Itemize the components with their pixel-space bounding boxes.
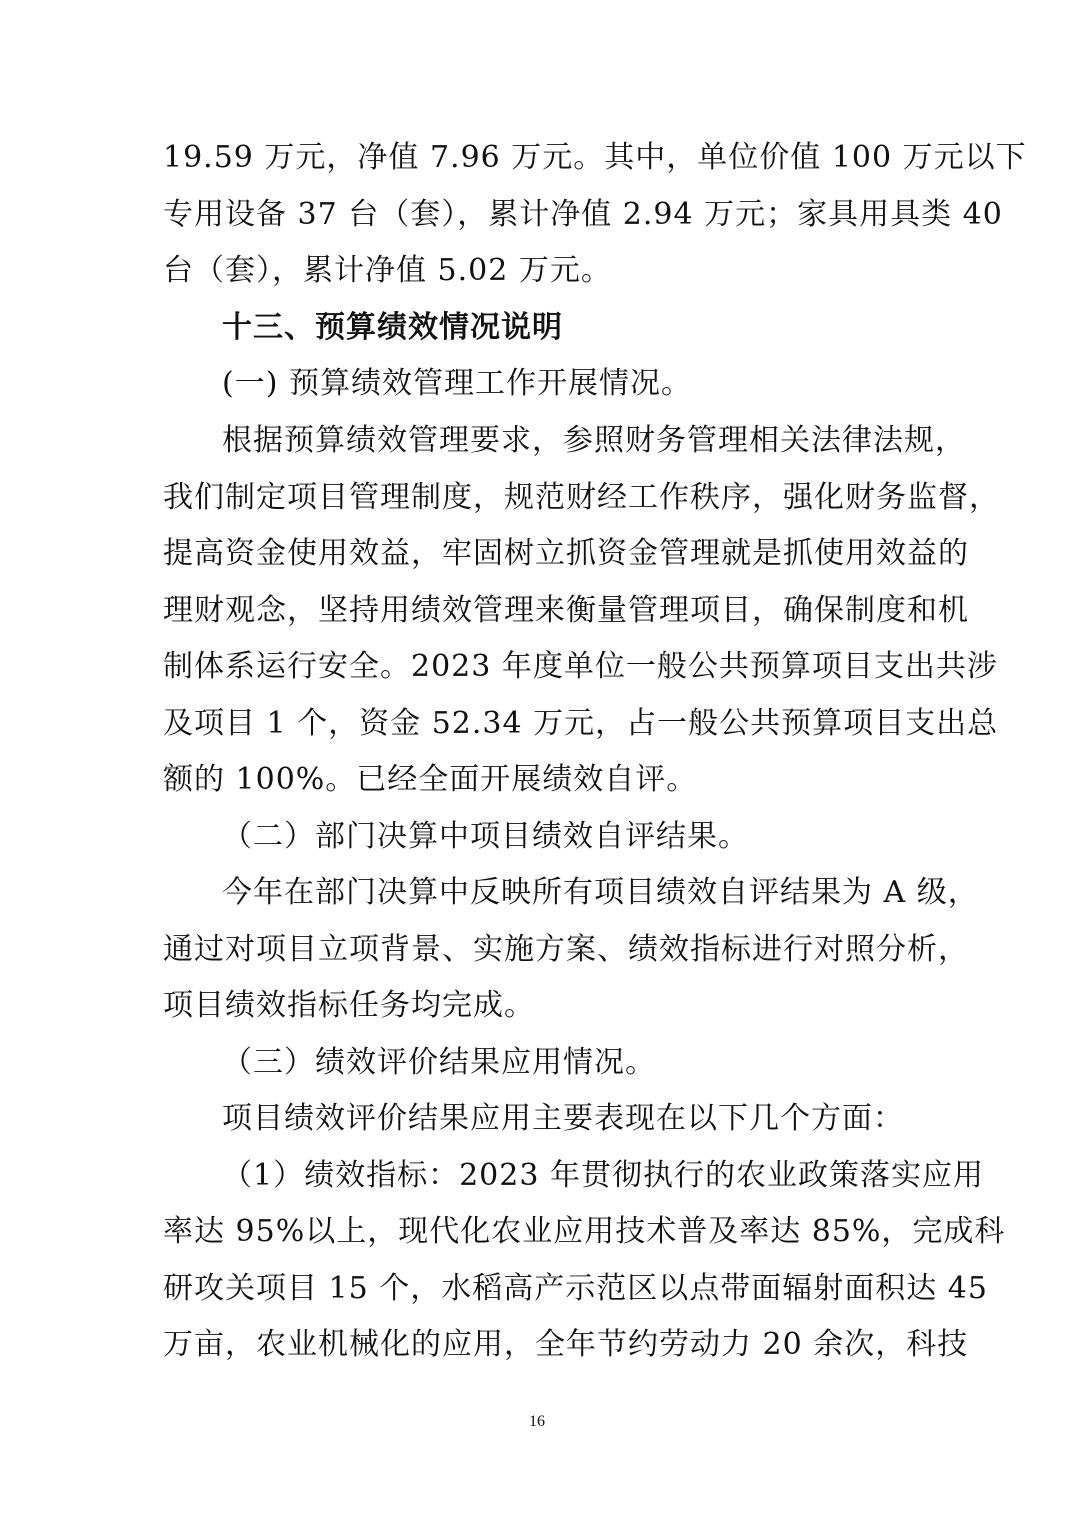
body-text-line: 19.59 万元，净值 7.96 万元。其中，单位价值 100 万元以下 (163, 140, 1027, 175)
body-text-line: 根据预算绩效管理要求，参照财务管理相关法律法规， (222, 423, 966, 458)
body-text-line: 提高资金使用效益，牢固树立抓资金管理就是抓使用效益的 (163, 536, 969, 571)
body-text-line: 专用设备 37 台（套），累计净值 2.94 万元；家具用具类 40 (163, 197, 1003, 232)
page-number: 16 (529, 1413, 545, 1430)
body-text-line: 通过对项目立项背景、实施方案、绩效指标进行对照分析， (163, 932, 969, 967)
subsection-heading: (一) 预算绩效管理工作开展情况。 (222, 366, 692, 401)
body-text-line: 理财观念，坚持用绩效管理来衡量管理项目，确保制度和机 (163, 593, 969, 628)
body-text-line: 今年在部门决算中反映所有项目绩效自评结果为 A 级， (222, 875, 979, 910)
body-text-line: 万亩，农业机械化的应用，全年节约劳动力 20 余次，科技 (163, 1327, 969, 1362)
subsection-heading: （二）部门决算中项目绩效自评结果。 (222, 819, 749, 854)
body-text-line: 率达 95%以上，现代化农业应用技术普及率达 85%，完成科 (163, 1214, 1006, 1249)
body-text-line: 我们制定项目管理制度，规范财经工作秩序，强化财务监督， (163, 480, 1000, 515)
section-heading: 十三、预算绩效情况说明 (222, 310, 563, 345)
body-text-line: 项目绩效评价结果应用主要表现在以下几个方面： (222, 1101, 904, 1136)
body-text-line: 研攻关项目 15 个，水稻高产示范区以点带面辐射面积达 45 (163, 1271, 988, 1306)
subsection-heading: （三）绩效评价结果应用情况。 (222, 1045, 656, 1080)
body-text-line: 及项目 1 个，资金 52.34 万元，占一般公共预算项目支出总 (163, 706, 999, 741)
body-text-line: （1）绩效指标：2023 年贯彻执行的农业政策落实应用 (222, 1158, 984, 1193)
body-text-line: 项目绩效指标任务均完成。 (163, 988, 535, 1023)
body-text-line: 台（套），累计净值 5.02 万元。 (163, 253, 612, 288)
body-text-line: 额的 100%。已经全面开展绩效自评。 (163, 762, 698, 797)
body-text-line: 制体系运行安全。2023 年度单位一般公共预算项目支出共涉 (163, 649, 998, 684)
